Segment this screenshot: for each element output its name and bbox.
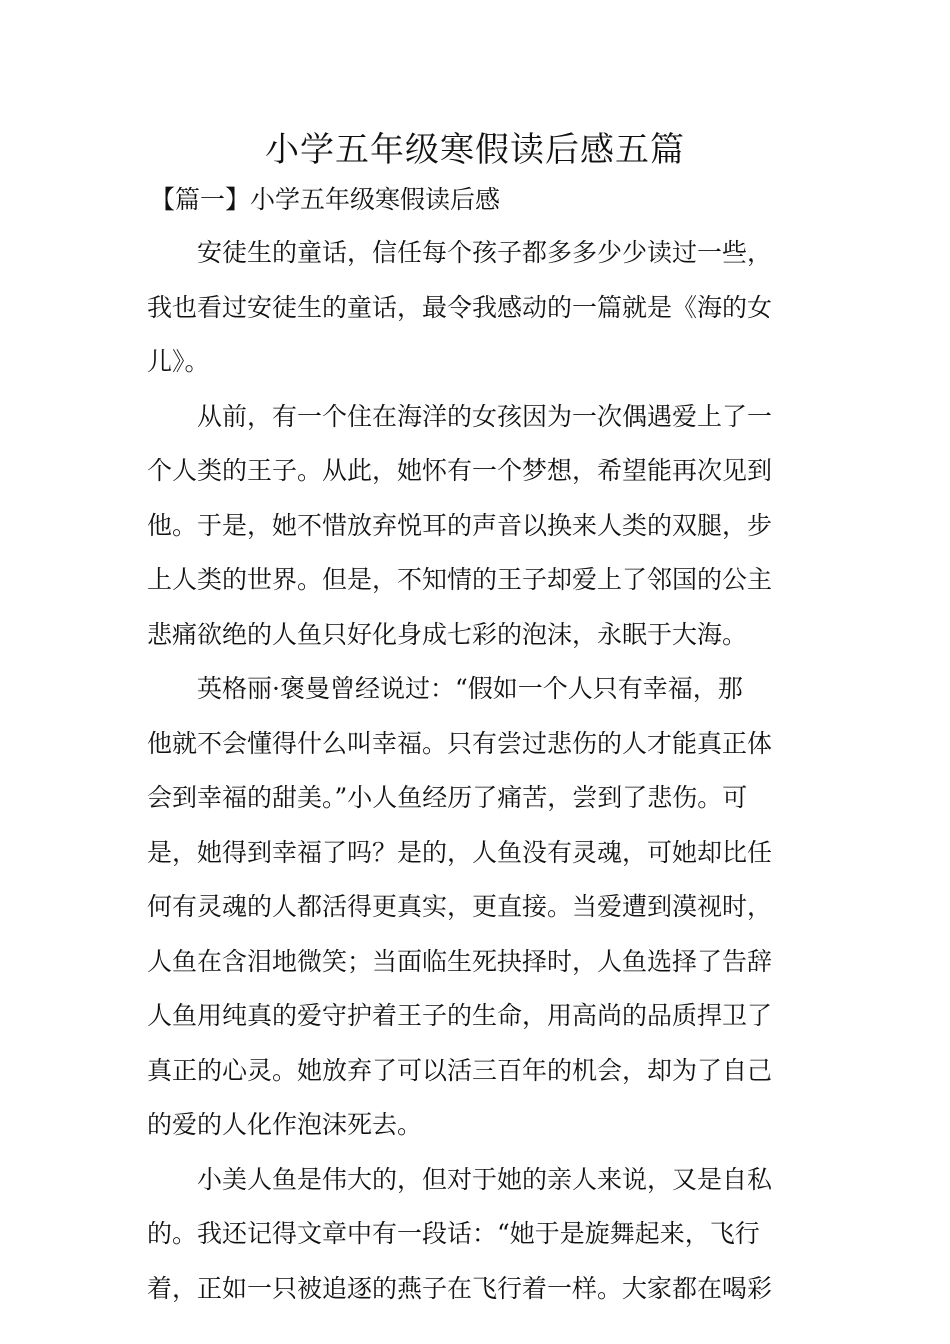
text-line: 真正的心灵。她放弃了可以活三百年的机会，却为了自己 xyxy=(147,1055,773,1085)
text-line: 人鱼在含泪地微笑；当面临生死抉择时，人鱼选择了告辞 xyxy=(147,946,773,976)
section-heading: 【篇一】小学五年级寒假读后感 xyxy=(150,185,501,214)
text-line: 的。我还记得文章中有一段话：“她于是旋舞起来，飞行 xyxy=(147,1219,760,1248)
text-line: 会到幸福的甜美。”小人鱼经历了痛苦，尝到了悲伤。可 xyxy=(147,783,748,812)
text-line: 我也看过安徒生的童话，最令我感动的一篇就是《海的女 xyxy=(147,292,773,322)
text-line: 从前，有一个住在海洋的女孩因为一次偶遇爱上了一 xyxy=(197,401,773,431)
text-line: 何有灵魂的人都活得更真实，更直接。当爱遭到漠视时， xyxy=(147,892,773,921)
text-line: 上人类的世界。但是，不知情的王子却爱上了邻国的公主 xyxy=(147,565,773,594)
text-line: 的爱的人化作泡沫死去。 xyxy=(147,1110,423,1139)
document-title: 小学五年级寒假读后感五篇 xyxy=(265,130,685,170)
text-line: 安徒生的童话，信任每个孩子都多多少少读过一些， xyxy=(197,238,773,267)
text-line: 个人类的王子。从此，她怀有一个梦想，希望能再次见到 xyxy=(147,456,773,485)
text-line: 他。于是，她不惜放弃悦耳的声音以换来人类的双腿，步 xyxy=(147,510,773,540)
text-line: 悲痛欲绝的人鱼只好化身成七彩的泡沫，永眠于大海。 xyxy=(147,619,748,649)
text-line: 他就不会懂得什么叫幸福。只有尝过悲伤的人才能真正体 xyxy=(147,728,773,758)
text-line: 是，她得到幸福了吗？是的，人鱼没有灵魂，可她却比任 xyxy=(147,837,773,867)
text-line: 人鱼用纯真的爱守护着王子的生命，用高尚的品质捍卫了 xyxy=(147,1001,773,1030)
document-body xyxy=(147,226,807,1316)
text-line: 着，正如一只被追逐的燕子在飞行着一样。大家都在喝彩 xyxy=(147,1273,773,1303)
text-line: 儿》。 xyxy=(147,347,210,376)
text-line: 英格丽·褒曼曾经说过：“假如一个人只有幸福，那 xyxy=(197,674,743,703)
text-line: 小美人鱼是伟大的，但对于她的亲人来说，又是自私 xyxy=(197,1164,773,1194)
